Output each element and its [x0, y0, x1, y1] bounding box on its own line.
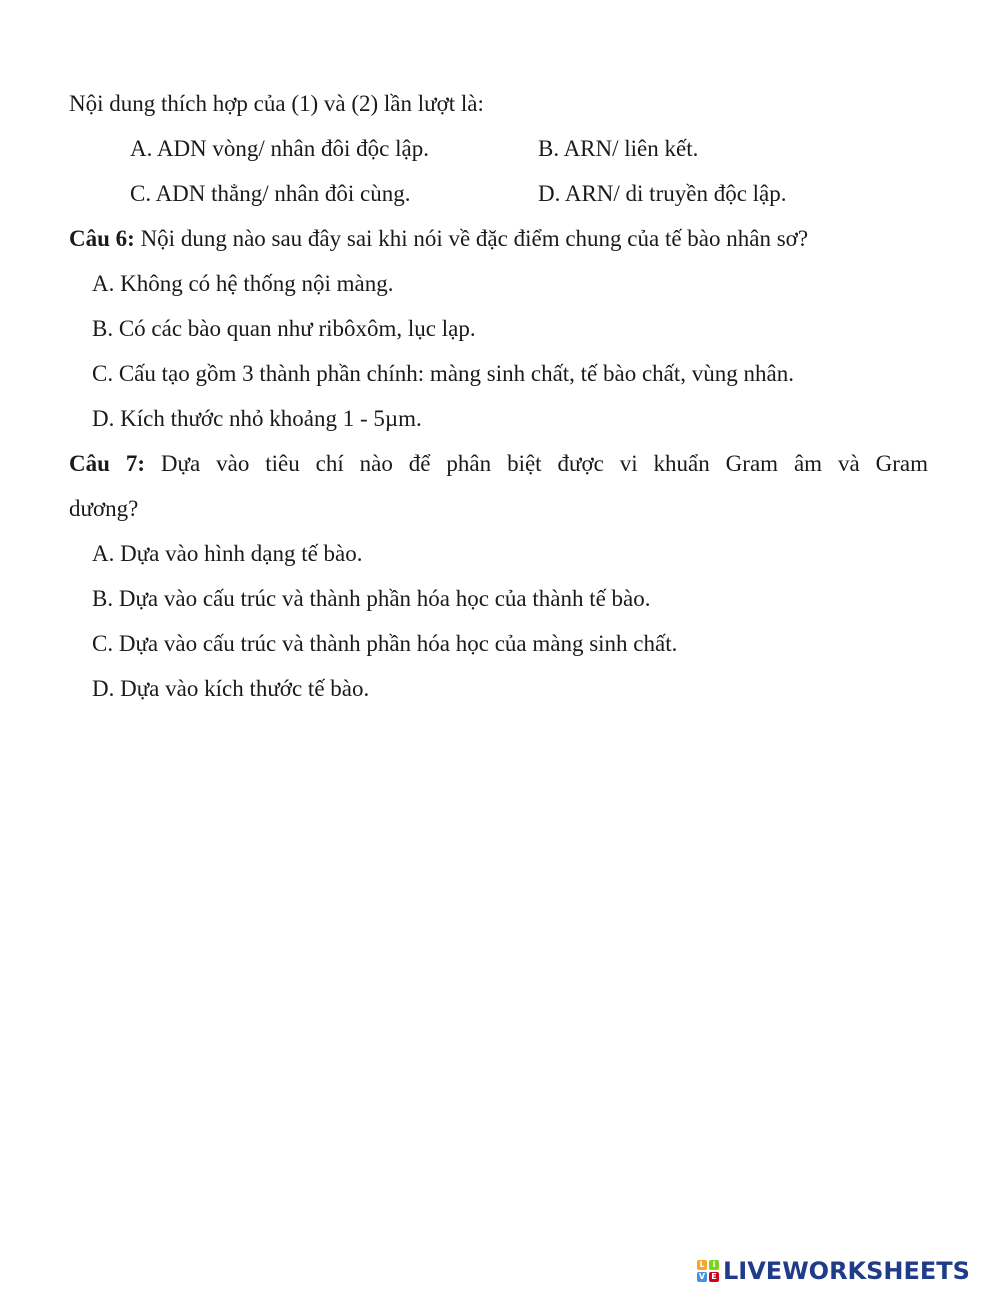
cau6-option-b: B. Có các bào quan như ribôxôm, lục lạp.: [92, 316, 476, 341]
intro-option-d: D. ARN/ di truyền độc lập.: [538, 181, 787, 206]
cau7-option-a: A. Dựa vào hình dạng tế bào.: [92, 541, 363, 566]
logo-letter-e: E: [709, 1272, 719, 1282]
cau6-label: Câu 6:: [69, 226, 135, 251]
cau7-label: Câu 7:: [69, 451, 145, 476]
liveworksheets-logo-icon: [697, 1260, 719, 1282]
liveworksheets-logo[interactable]: [697, 1254, 970, 1288]
cau7-option-c: C. Dựa vào cấu trúc và thành phần hóa học của màng sinh chất.: [92, 631, 678, 656]
cau7-question-line1: [69, 449, 928, 479]
liveworksheets-logo-text: LIVEWORKSHEETS: [723, 1257, 970, 1285]
cau7-option-d: D. Dựa vào kích thước tế bào.: [92, 676, 370, 701]
cau6-option-d: D. Kích thước nhỏ khoảng 1 - 5µm.: [92, 406, 422, 431]
intro-question: Nội dung thích hợp của (1) và (2) lần lượt là:: [69, 91, 484, 116]
cau7-question-line2: dương?: [69, 496, 139, 521]
cau7-question-text: Dựa vào tiêu chí nào để phân biệt được vi khuẩn Gram âm và Gram: [160, 451, 928, 476]
intro-option-b: B. ARN/ liên kết.: [538, 136, 699, 161]
intro-option-a: A. ADN vòng/ nhân đôi độc lập.: [130, 136, 429, 161]
logo-letter-v: V: [698, 1272, 706, 1281]
cau6-option-a: A. Không có hệ thống nội màng.: [92, 271, 394, 296]
logo-letter-l: L: [697, 1260, 707, 1270]
cau7-option-b: B. Dựa vào cấu trúc và thành phần hóa học của thành tế bào.: [92, 586, 651, 611]
intro-option-c: C. ADN thẳng/ nhân đôi cùng.: [130, 181, 411, 206]
cau6-question-line: [69, 224, 808, 254]
logo-letter-i: I: [709, 1260, 719, 1270]
cau6-question: Nội dung nào sau đây sai khi nói về đặc điểm chung của tế bào nhân sơ?: [134, 226, 809, 251]
cau6-option-c: C. Cấu tạo gồm 3 thành phần chính: màng sinh chất, tế bào chất, vùng nhân.: [92, 361, 794, 386]
